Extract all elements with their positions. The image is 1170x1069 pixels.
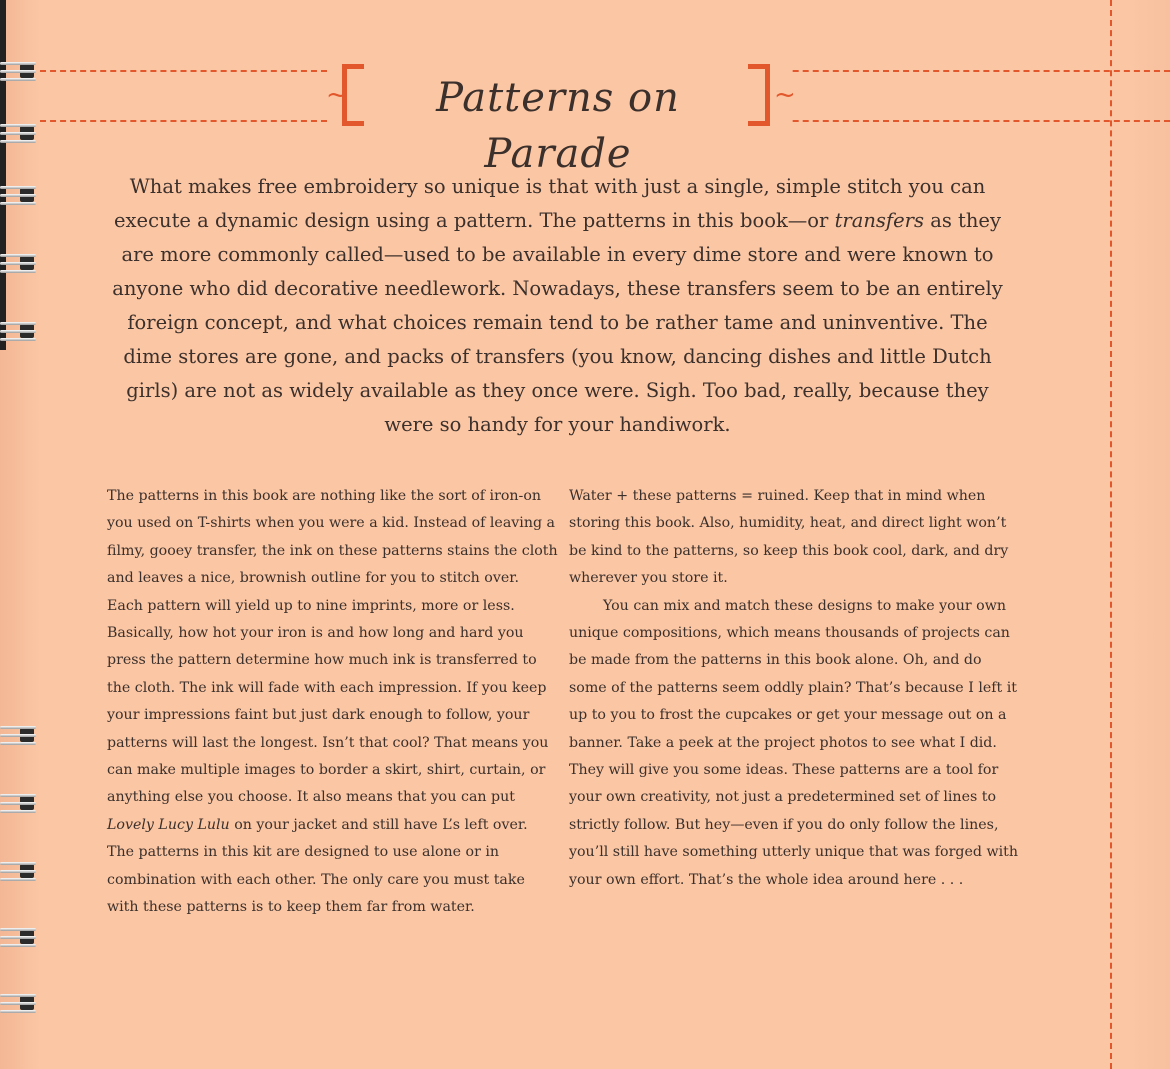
- dashed-guide-vertical: [1110, 0, 1112, 1069]
- right-column-paragraph-1: Water + these patterns = ruined. Keep that in mind when storing this book. Also, humidity, heat, and direct light won’t be kind to the patterns, so keep this book cool, dark, and dry wherever you store it.: [569, 488, 1009, 587]
- right-column: [569, 483, 1021, 894]
- left-text-end: on your jacket and still have L’s left over. The patterns in this kit are designed to use alone or in combination with each other. The only care you must take with these patterns is to keep them far from water.: [107, 816, 528, 916]
- right-bracket-ornament: [748, 64, 770, 126]
- left-column: [107, 483, 559, 922]
- binding-coil: [0, 120, 40, 150]
- spiral-binding: [0, 0, 40, 1069]
- right-column-paragraph-2: You can mix and match these designs to make your own unique compositions, which means thousands of projects can be made from the patterns in this book alone. Oh, and do some of the patterns seem oddly plain? That’s because I left it up to you to frost the cupcakes or get your message out on a banner. Take a peek at the project photos to see what I did. They will give you some ideas. These patterns are a tool for your own creativity, not just a predetermined set of lines to strictly follow. But hey—even if you do only follow the lines, you’ll still have something utterly unique that was forged with your own effort. That’s the whole idea around here . . .: [569, 597, 1018, 888]
- binding-coil: [0, 318, 40, 348]
- binding-coil: [0, 790, 40, 820]
- intro-text-start: What makes free embroidery so unique is that with just a single, simple stitch you can execute a dynamic design using a pattern. The patterns in this book—or: [114, 175, 986, 232]
- binding-coil: [0, 722, 40, 752]
- binding-spine: [0, 0, 6, 350]
- binding-coil: [0, 58, 40, 88]
- left-column-paragraph: [107, 483, 559, 922]
- binding-coil: [0, 924, 40, 954]
- intro-italic-term: transfers: [834, 209, 924, 232]
- intro-text-end: as they are more commonly called—used to be available in every dime store and were known to anyone who did decorative needlework. Nowadays, these transfers seem to be an entirely foreign concept, and what choices remain tend to be rather tame and uninventive. The dime stores are gone, and packs of transfers (you know, dancing dishes and little Dutch girls) are not as widely available as they once were. Sigh. Too bad, really, because they were so handy for your handiwork.: [112, 209, 1003, 436]
- binding-coil: [0, 858, 40, 888]
- intro-paragraph: [100, 170, 1015, 442]
- left-squiggle-ornament: ~: [326, 80, 348, 110]
- binding-coil: [0, 182, 40, 212]
- right-squiggle-ornament: ~: [774, 80, 796, 110]
- page-title: Patterns on Parade: [436, 75, 680, 177]
- binding-coil: [0, 250, 40, 280]
- left-italic-phrase: Lovely Lucy Lulu: [107, 816, 230, 833]
- left-text-start: The patterns in this book are nothing like the sort of iron-on you used on T-shirts when you were a kid. Instead of leaving a filmy, gooey transfer, the ink on these patterns stains the cloth and leaves a nice, brownish outline for you to stitch over. Each pattern will yield up to nine imprints, more or less. Basically, how hot your iron is and how long and hard you press the pattern determine how much ink is transferred to the cloth. The ink will fade with each impression. If you keep your impressions faint but just dark enough to follow, your patterns will last the longest. Isn’t that cool? That means you can make multiple images to border a skirt, shirt, curtain, or anything else you choose. It also means that you can put: [107, 488, 558, 806]
- binding-coil: [0, 990, 40, 1020]
